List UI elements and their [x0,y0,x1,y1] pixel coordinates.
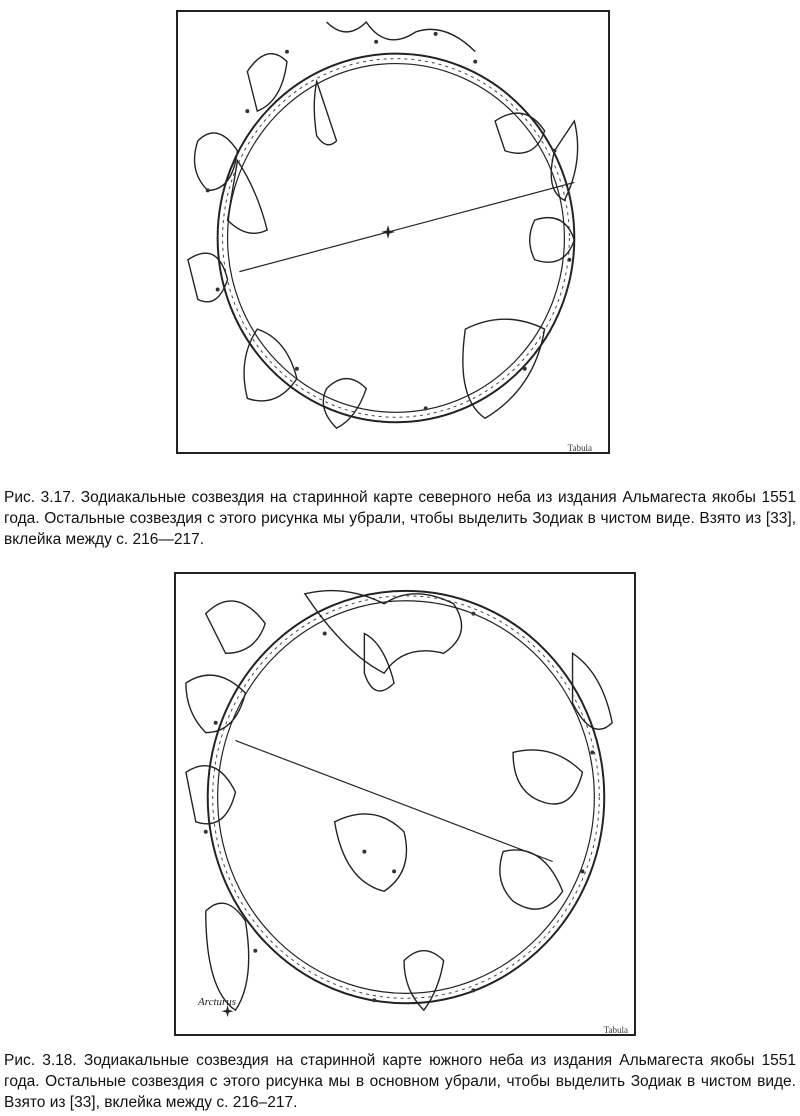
southern-zodiac-engraving [176,574,634,1034]
caption-number: Рис. 3.17. [4,489,76,506]
star-label-arcturus: Arcturus [198,996,237,1008]
southern-sky-map-figure [174,572,636,1036]
northern-sky-map-figure [176,10,610,454]
figure-caption [4,1050,796,1113]
tabula-label: Tabula [603,1025,628,1035]
caption-number: Рис. 3.18. [4,1052,77,1069]
caption-text: Зодиакальные созвездия на старинной карте южного неба из издания Альмагеста якобы 1551 года. Остальные созвездия с этого рисунка мы в основном убрали, чтобы выделить Зодиак в чистом виде. Взято из [33], вклейка между с. 216–217. [4,1052,796,1111]
northern-zodiac-engraving [178,12,608,452]
tabula-label: Tabula [567,443,592,453]
caption-text: Зодиакальные созвездия на старинной карте северного неба из издания Альмагеста якобы 1551 года. Остальные созвездия с этого рисунка мы убрали, чтобы выделить Зодиак в чистом виде. Взято из [33], вклейка между с. 216—217. [4,489,796,548]
pole-star-icon [381,225,395,239]
figure-caption [4,487,796,550]
